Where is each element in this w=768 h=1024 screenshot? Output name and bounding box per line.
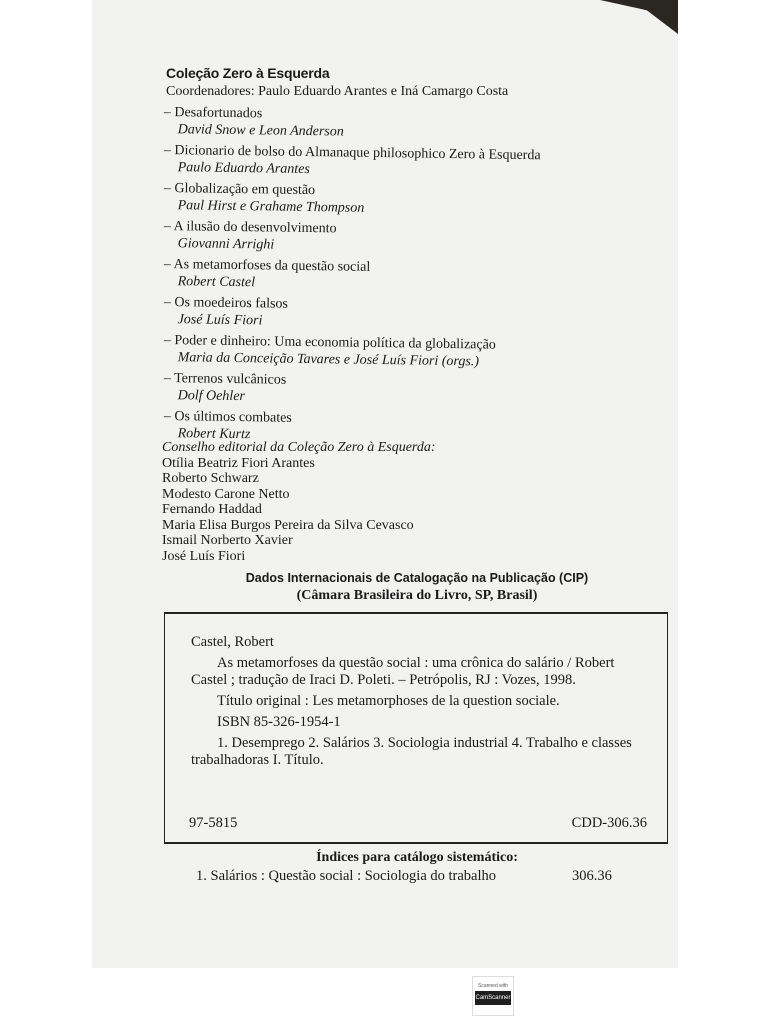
cip-record-box [164,612,668,844]
cip-author: Castel, Robert [191,634,274,650]
council-member: Fernando Haddad [162,502,262,517]
book-title: – Poder e dinheiro: Uma economia política da globalização [163,332,496,353]
book-author: Dolf Oehler [177,388,246,405]
cip-original-title: Título original : Les metamorphoses de la question sociale. [217,693,560,709]
council-member: Modesto Carone Netto [162,486,290,502]
index-entry [196,868,646,885]
book-author: David Snow e Leon Anderson [177,122,344,140]
cip-number: 97-5815 [189,815,238,831]
council-member: Otília Beatriz Fiori Arantes [162,455,315,471]
council-heading: Conselho editorial da Coleção Zero à Esquerda: [162,440,436,455]
book-title: – As metamorfoses da questão social [163,256,371,275]
scanned-with-label: Scanned with [477,983,509,989]
coordinators-line: Coordenadores: Paulo Eduardo Arantes e Iná Camargo Costa [166,84,509,99]
book-author: Maria da Conceição Tavares e José Luís Fiori (orgs.) [177,350,480,370]
cip-heading [164,570,670,604]
index-entry-text: 1. Salários : Questão social : Sociologia do trabalho [196,868,497,884]
council-member: Ismail Norberto Xavier [162,533,293,548]
collection-title: Coleção Zero à Esquerda [166,65,330,81]
book-title: – Desafortunados [163,104,263,122]
book-author: José Luís Fiori [177,312,263,329]
cip-subjects: 1. Desemprego 2. Salários 3. Sociologia industrial 4. Trabalho e classes trabalhadoras I. Título. [191,735,632,768]
book-title: – Terrenos vulcânicos [163,370,287,388]
book-title: – A ilusão do desenvolvimento [163,218,337,237]
cip-description: As metamorfoses da questão social : uma crônica do salário / Robert Castel ; tradução de Iraci D. Poleti. – Petrópolis, RJ : Vozes, 1998. [191,655,615,688]
cip-isbn: ISBN 85-326-1954-1 [217,714,341,730]
camscanner-badge [472,976,514,1016]
book-author: Giovanni Arrighi [177,236,275,253]
book-title: – Os moedeiros falsos [163,294,289,312]
editorial-council [162,440,436,564]
cip-heading-line2: (Câmara Brasileira do Livro, SP, Brasil) [296,588,538,603]
index-heading: Índices para catálogo sistemático: [316,850,518,865]
index-entry-number: 306.36 [572,868,612,884]
cip-record-text [191,634,647,773]
camscanner-logo: CamScanner [475,991,511,1005]
council-member: Maria Elisa Burgos Pereira da Silva Cevasco [162,517,414,533]
book-author: Robert Kurtz [177,426,251,443]
council-member: José Luís Fiori [162,548,246,564]
cip-heading-line1: Dados Internacionais de Catalogação na Publicação (CIP) [245,571,589,585]
book-title: – Os últimos combates [163,408,292,426]
book-list [164,104,664,446]
book-title: – Dicionario de bolso do Almanaque philosophico Zero à Esquerda [163,142,541,164]
book-author: Robert Castel [177,274,256,291]
book-author: Paul Hirst e Grahame Thompson [177,198,365,216]
book-author: Paulo Eduardo Arantes [177,160,310,178]
cip-cdd: CDD-306.36 [571,815,647,831]
book-title: – Globalização em questão [163,180,316,199]
council-member: Roberto Schwarz [162,471,259,486]
